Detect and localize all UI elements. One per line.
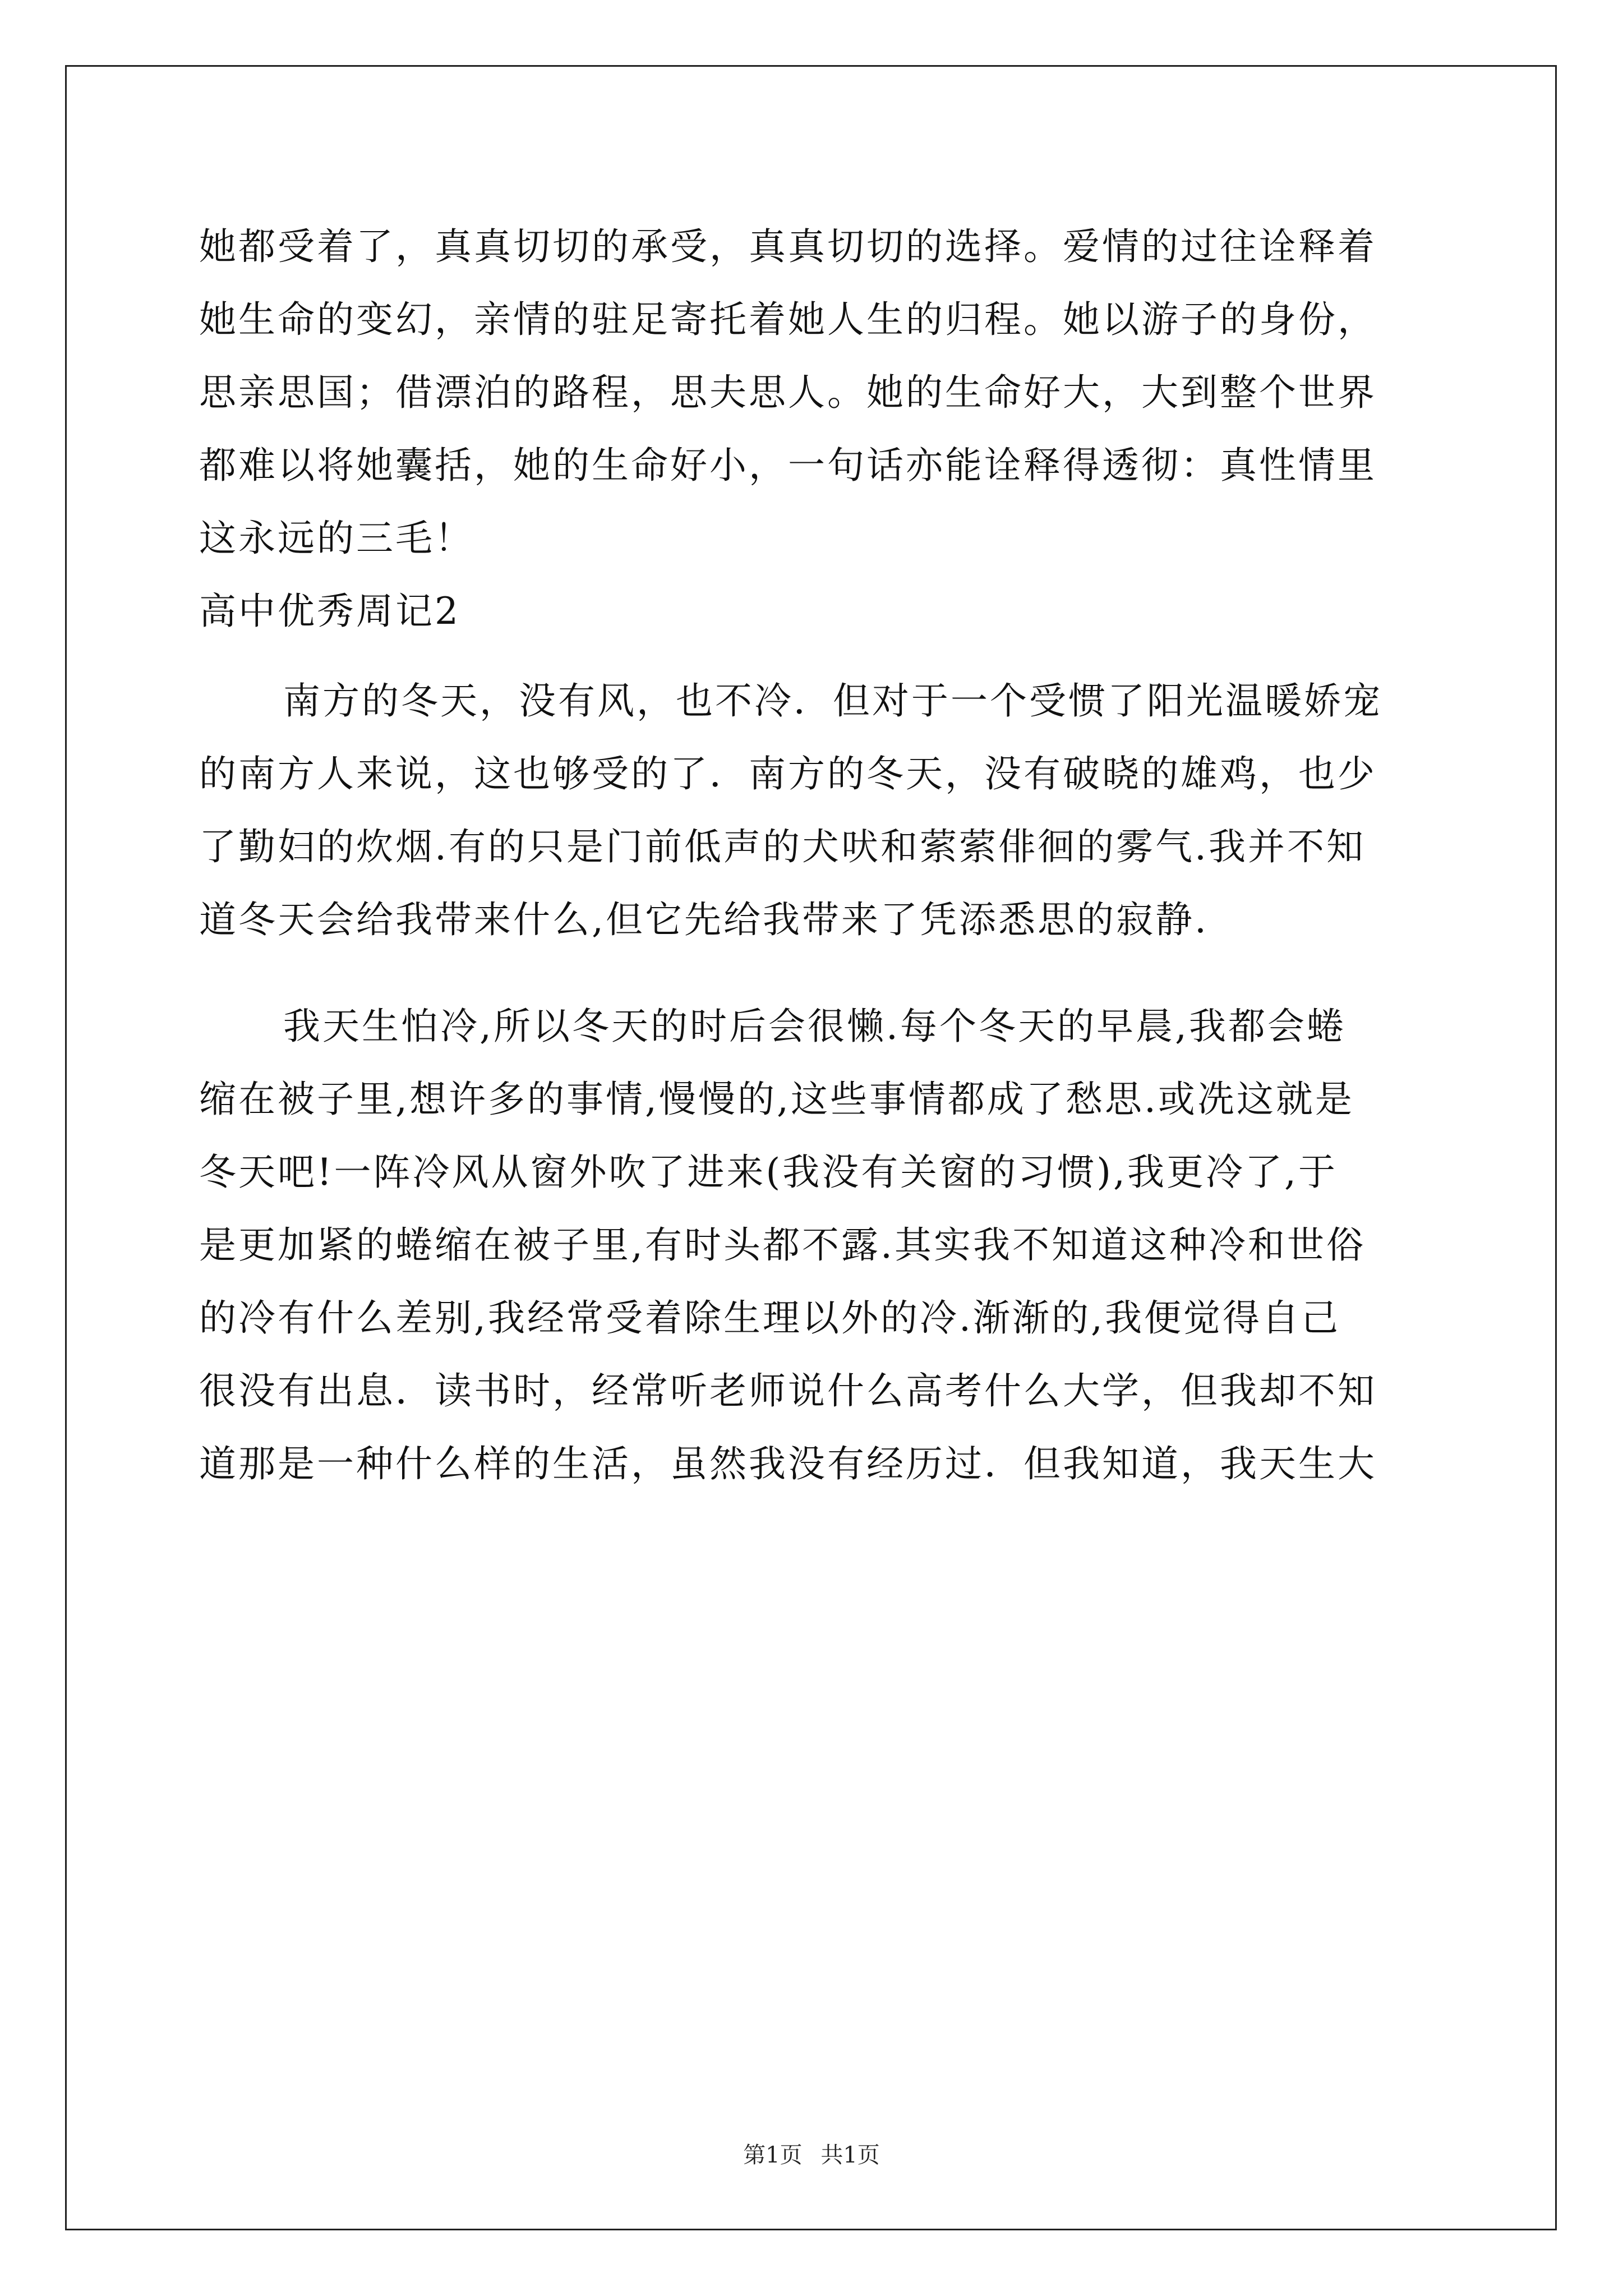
text-line: 道那是一种什么样的生活，虽然我没有经历过．但我知道，我天生大 [199, 1442, 1377, 1485]
text-line: 很没有出息．读书时，经常听老师说什么高考什么大学，但我却不知 [199, 1369, 1377, 1412]
text-line: 思亲思国；借漂泊的路程，思夫思人。她的生命好大，大到整个世界 [199, 371, 1377, 414]
paragraph-1 [199, 210, 1433, 575]
paragraph-3 [199, 990, 1433, 1501]
page-footer [0, 2137, 1623, 2169]
text-line: 的冷有什么差别,我经常受着除生理以外的冷.渐渐的,我便觉得自己 [199, 1296, 1340, 1340]
text-line: 都难以将她囊括，她的生命好小，一句话亦能诠释得透彻：真性情里 [199, 444, 1377, 487]
text-line: 冬天吧!一阵冷风从窗外吹了进来(我没有关窗的习惯),我更冷了,于 [199, 1151, 1338, 1194]
text-line: 了勤妇的炊烟.有的只是门前低声的犬吠和萦萦俳徊的雾气.我并不知 [199, 825, 1366, 868]
text-line: 她都受着了，真真切切的承受，真真切切的选择。爱情的过往诠释着 [199, 225, 1377, 268]
text-line: 她生命的变幻，亲情的驻足寄托着她人生的归程。她以游子的身份， [199, 298, 1377, 341]
text-line: 我天生怕冷,所以冬天的时后会很懒.每个冬天的早晨,我都会蜷 [283, 1005, 1346, 1048]
text-line: 是更加紧的蜷缩在被子里,有时头都不露.其实我不知道这种冷和世俗 [199, 1223, 1366, 1267]
text-line: 缩在被子里,想许多的事情,慢慢的,这些事情都成了愁思.或冼这就是 [199, 1078, 1354, 1121]
section-heading: 高中优秀周记2 [199, 590, 460, 633]
text-line: 道冬天会给我带来什么,但它先给我带来了凭添悉思的寂静. [199, 898, 1209, 941]
paragraph-spacer [199, 956, 1433, 990]
paragraph-2 [199, 665, 1433, 956]
page-number: 第1页 [743, 2142, 803, 2168]
document-body [199, 210, 1433, 1501]
text-line: 南方的冬天，没有风，也不冷．但对于一个受惯了阳光温暖娇宠 [283, 679, 1382, 723]
page-total: 共1页 [820, 2142, 880, 2168]
text-line: 这永远的三毛！ [199, 517, 474, 560]
text-line: 的南方人来说，这也够受的了．南方的冬天，没有破晓的雄鸡，也少 [199, 752, 1377, 795]
